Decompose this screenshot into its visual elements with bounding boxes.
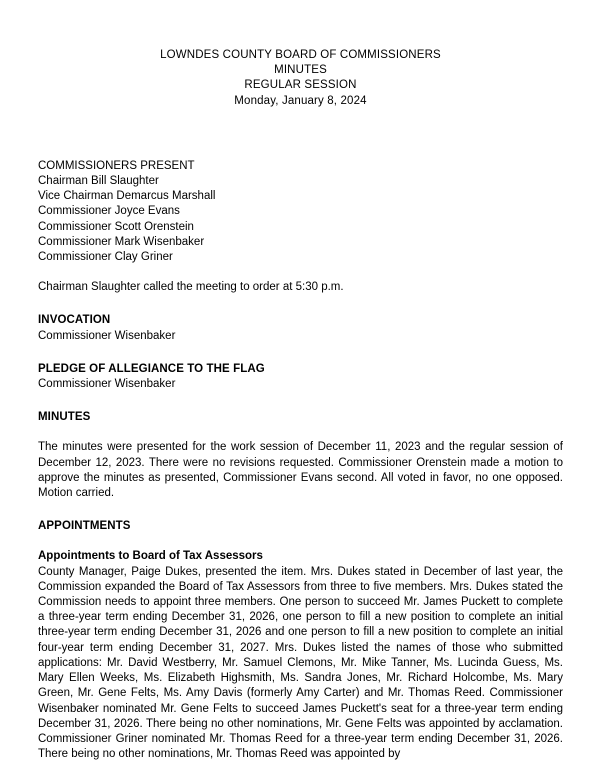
title-line-session-type: REGULAR SESSION (244, 79, 357, 92)
title-line-meeting-date: Monday, January 8, 2024 (234, 94, 367, 107)
appointments-heading-subheading-gap (38, 534, 563, 549)
roster-call-to-order-gap (38, 265, 563, 280)
commissioner-entry-chairman: Chairman Bill Slaughter (38, 175, 159, 188)
minutes-appointments-gap (38, 501, 563, 519)
minutes-heading-body-gap (38, 425, 563, 440)
commissioner-entry-evans: Commissioner Joyce Evans (38, 205, 180, 218)
minutes-heading: MINUTES (38, 411, 91, 424)
pledge-body: Commissioner Wisenbaker (38, 378, 176, 391)
pledge-minutes-gap (38, 392, 563, 410)
call-to-order-line: Chairman Slaughter called the meeting to order at 5:30 p.m. (38, 281, 344, 294)
document-title-block (38, 0, 563, 109)
title-roster-spacer (38, 109, 563, 159)
invocation-heading: INVOCATION (38, 314, 111, 327)
commissioner-entry-griner: Commissioner Clay Griner (38, 251, 173, 264)
invocation-body: Commissioner Wisenbaker (38, 329, 176, 342)
call-to-order-invocation-gap (38, 295, 563, 313)
commissioner-entry-orenstein: Commissioner Scott Orenstein (38, 220, 194, 233)
appointments-heading: APPOINTMENTS (38, 520, 131, 533)
minutes-body-paragraph: The minutes were presented for the work session of December 11, 2023 and the regular session of December 12, 2023. There were no revisions requested. Commissioner Orenstein made a motion to approve the minutes as presented, Commissioner Evans second. All voted in favor, no one opposed. Motion carried. (38, 441, 563, 500)
appointments-body-paragraph: County Manager, Paige Dukes, presented the item. Mrs. Dukes stated in December of last year, the Commission expanded the Board of Tax Assessors from three to five members. Mrs. Dukes stated the Commission needs to appoint three members. One person to succeed Mr. James Puckett to complete a three-year term ending December 31, 2026, one person to fill a new position to complete an initial three-year term ending December 31, 2026 and one person to fill a new position to complete an initial four-year term ending December 31, 2027. Mrs. Dukes listed the names of those who submitted applications: Mr. David Westberry, Mr. Samuel Clemons, Mr. Mike Tanner, Ms. Lucinda Guess, Ms. Mary Ellen Weeks, Ms. Elizabeth Highsmith, Ms. Sandra Jones, Mr. Richard Holcombe, Ms. Mary Green, Mr. Gene Felts, Ms. Amy Davis (formerly Amy Carter) and Mr. Thomas Reed. Commissioner Wisenbaker nominated Mr. Gene Felts to succeed James Puckett's seat for a three-year term ending December 31, 2026. There being no other nominations, Mr. Gene Felts was appointed by acclamation. Commissioner Griner nominated Mr. Thomas Reed for a three-year term ending December 31, 2026. There being no other nominations, Mr. Thomas Reed was appointed by (38, 565, 563, 761)
pledge-heading: PLEDGE OF ALLEGIANCE TO THE FLAG (38, 362, 265, 375)
title-line-document-type: MINUTES (274, 64, 327, 77)
commissioners-present-heading: COMMISSIONERS PRESENT (38, 159, 195, 172)
commissioners-present-section (38, 159, 563, 265)
invocation-pledge-gap (38, 344, 563, 362)
commissioner-entry-vice-chairman: Vice Chairman Demarcus Marshall (38, 190, 216, 203)
commissioner-entry-wisenbaker: Commissioner Mark Wisenbaker (38, 235, 205, 248)
title-line-organization: LOWNDES COUNTY BOARD OF COMMISSIONERS (160, 49, 441, 61)
document-content (38, 0, 563, 762)
appointments-subheading-tax-assessors: Appointments to Board of Tax Assessors (38, 550, 263, 563)
